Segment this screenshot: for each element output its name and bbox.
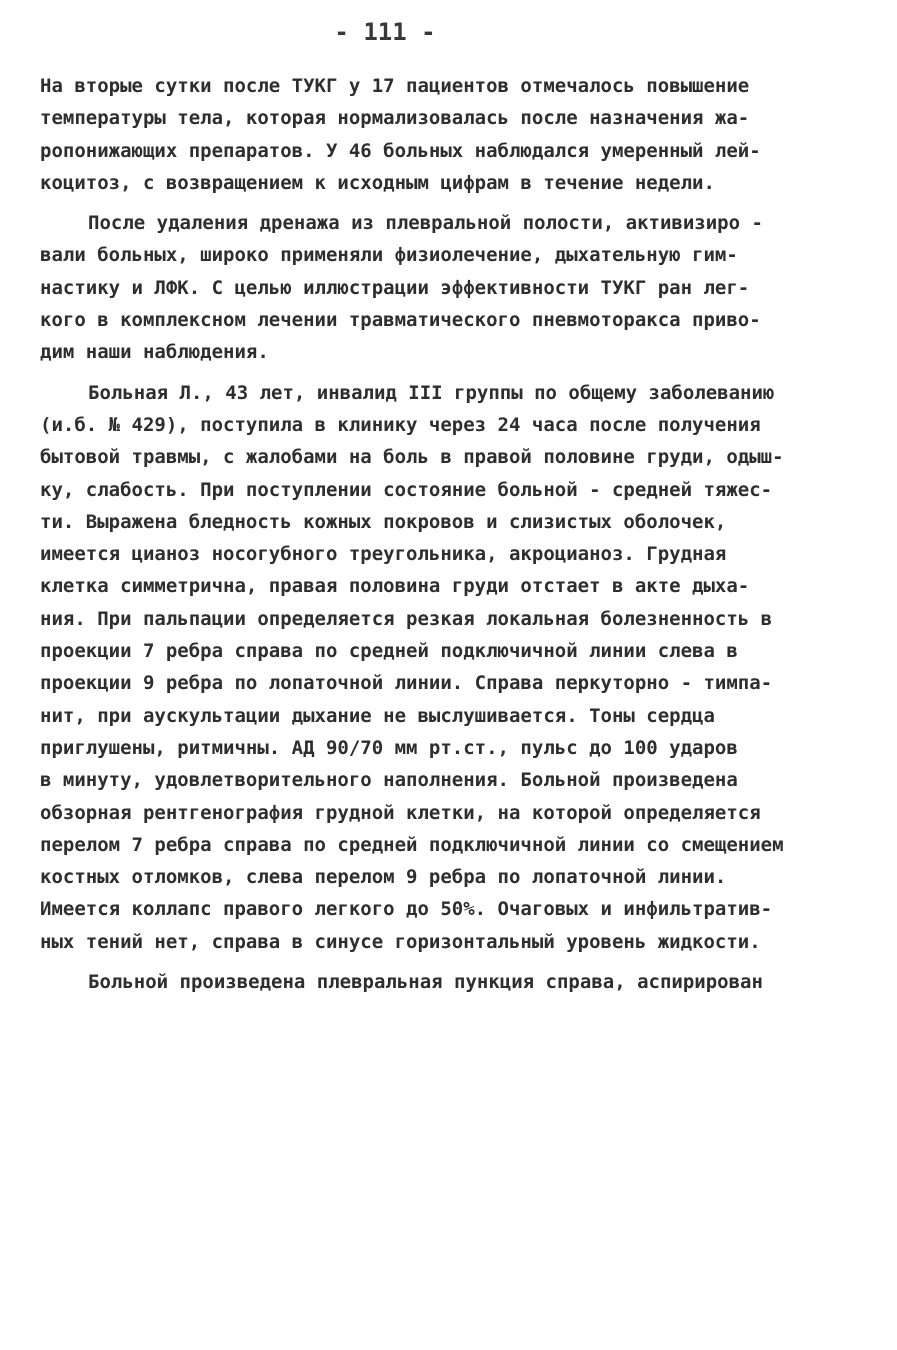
text-line: имеется цианоз носогубного треугольника, акроцианоз. Грудная — [40, 543, 727, 566]
text-line: Имеется коллапс правого легкого до 50%. Очаговых и инфильтратив- — [40, 898, 773, 921]
text-line: проекции 7 ребра справа по средней подключичной линии слева в — [40, 640, 738, 663]
paragraph — [40, 70, 840, 199]
paragraph — [40, 207, 840, 368]
text-line: Больная Л., 43 лет, инвалид III группы по общему заболеванию — [88, 381, 775, 404]
text-line: После удаления дренажа из плевральной полости, активизиро - — [88, 212, 763, 235]
page-number: - 111 - — [334, 18, 436, 46]
text-line: клетка симметрична, правая половина груди отстает в акте дыха- — [40, 575, 750, 598]
body-text — [40, 70, 840, 998]
text-line: На вторые сутки после ТУКГ у 17 пациентов отмечалось повышение — [40, 75, 750, 97]
text-line: настику и ЛФК. С целью иллюстрации эффективности ТУКГ ран лег- — [40, 276, 750, 299]
text-line: бытовой травмы, с жалобами на боль в правой половине груди, одыш- — [40, 446, 784, 469]
text-line: нит, при аускультации дыхание не выслушивается. Тоны сердца — [40, 704, 715, 727]
text-line: ку, слабость. При поступлении состояние больной - средней тяжес- — [40, 478, 773, 501]
text-line: приглушены, ритмичны. АД 90/70 мм рт.ст., пульс до 100 ударов — [40, 736, 738, 759]
text-line: ния. При пальпации определяется резкая локальная болезненность в — [40, 607, 773, 630]
text-line: температуры тела, которая нормализовалась после назначения жа- — [40, 107, 750, 130]
text-line: Больной произведена плевральная пункция справа, аспирирован — [88, 971, 763, 994]
text-line: вали больных, широко применяли физиолечение, дыхательную гим- — [40, 244, 738, 267]
text-line: дим наши наблюдения. — [40, 341, 269, 364]
text-line: в минуту, удовлетворительного наполнения. Больной произведена — [40, 769, 738, 792]
text-line: коцитоз, с возвращением к исходным цифрам в течение недели. — [40, 171, 715, 194]
text-line: (и.б. № 429), поступила в клинику через 24 часа после получения — [40, 413, 761, 436]
text-line: обзорная рентгенография грудной клетки, на которой определяется — [40, 801, 761, 824]
text-line: кого в комплексном лечении травматического пневмоторакса приво- — [40, 309, 761, 332]
text-line: перелом 7 ребра справа по средней подключичной линии со смещением — [40, 833, 784, 856]
text-line: проекции 9 ребра по лопаточной линии. Справа перкуторно - тимпа- — [40, 672, 773, 695]
paragraph — [40, 377, 840, 958]
text-line: ных тений нет, справа в синусе горизонтальный уровень жидкости. — [40, 930, 761, 953]
text-line: ропонижающих препаратов. У 46 больных наблюдался умеренный лей- — [40, 139, 761, 162]
paragraph — [40, 966, 840, 998]
text-line: костных отломков, слева перелом 9 ребра по лопаточной линии. — [40, 866, 727, 889]
text-line: ти. Выражена бледность кожных покровов и слизистых оболочек, — [40, 510, 727, 533]
